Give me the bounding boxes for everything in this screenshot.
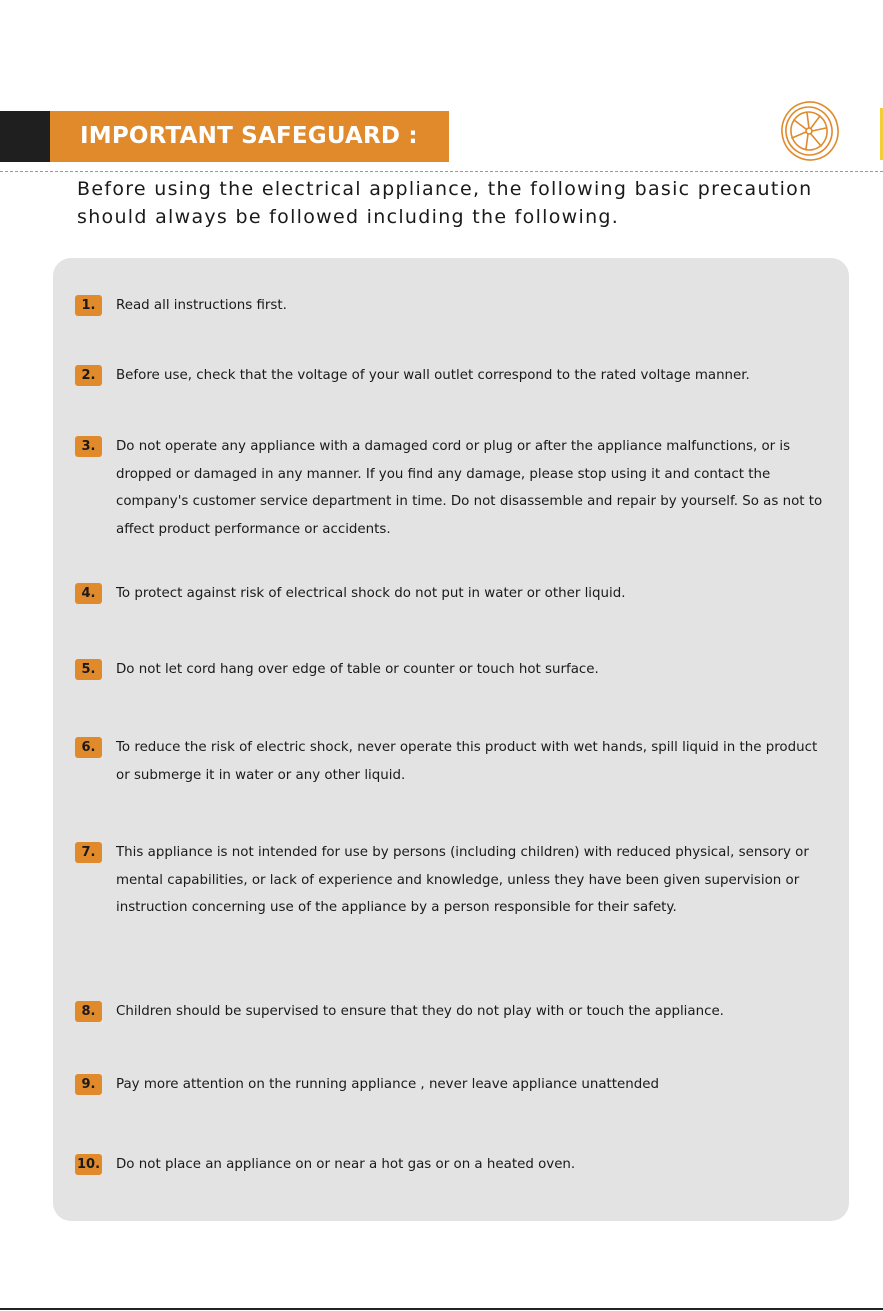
item-number-badge: 7. xyxy=(75,842,102,863)
item-text: Read all instructions first. xyxy=(116,298,287,313)
item-number-badge: 9. xyxy=(75,1074,102,1095)
dashed-divider xyxy=(0,171,883,172)
header-dark-block xyxy=(0,111,50,162)
item-number-badge: 3. xyxy=(75,436,102,457)
item-text: To reduce the risk of electric shock, never operate this product with wet hands, spill liquid in the product or submerge it in water or any other liquid. xyxy=(116,740,818,783)
item-number-badge: 10. xyxy=(75,1154,102,1175)
item-text: Do not place an appliance on or near a hot gas or on a heated oven. xyxy=(116,1157,576,1172)
item-text: Do not let cord hang over edge of table or counter or touch hot surface. xyxy=(116,662,599,677)
item-text: This appliance is not intended for use by persons (including children) with reduced physical, sensory or mental capabilities, or lack of experience and knowledge, unless they have been given supervision or instruction concerning use of the appliance by a person responsible for their safety. xyxy=(116,845,809,915)
item-number-badge: 4. xyxy=(75,583,102,604)
item-text: Do not operate any appliance with a damaged cord or plug or after the appliance malfunctions, or is dropped or damaged in any manner. If you find any damage, please stop using it and contact the company's customer service department in time. Do not disassemble and repair by yourself. So as not to affect product performance or accidents. xyxy=(116,439,823,537)
item-text: Pay more attention on the running appliance , never leave appliance unattended xyxy=(116,1077,660,1092)
safeguard-list-panel xyxy=(53,258,849,1221)
item-text: To protect against risk of electrical shock do not put in water or other liquid. xyxy=(116,586,626,601)
bottom-border xyxy=(0,1308,883,1310)
citrus-slice-icon xyxy=(776,96,844,164)
page-title: IMPORTANT SAFEGUARD : xyxy=(50,111,449,162)
item-number-badge: 1. xyxy=(75,295,102,316)
intro-paragraph: Before using the electrical appliance, the following basic precaution should always be followed including the following. xyxy=(77,178,813,228)
item-text: Before use, check that the voltage of your wall outlet correspond to the rated voltage manner. xyxy=(116,368,750,383)
item-number-badge: 5. xyxy=(75,659,102,680)
item-number-badge: 6. xyxy=(75,737,102,758)
item-text: Children should be supervised to ensure that they do not play with or touch the appliance. xyxy=(116,1004,724,1019)
item-number-badge: 2. xyxy=(75,365,102,386)
item-number-badge: 8. xyxy=(75,1001,102,1022)
